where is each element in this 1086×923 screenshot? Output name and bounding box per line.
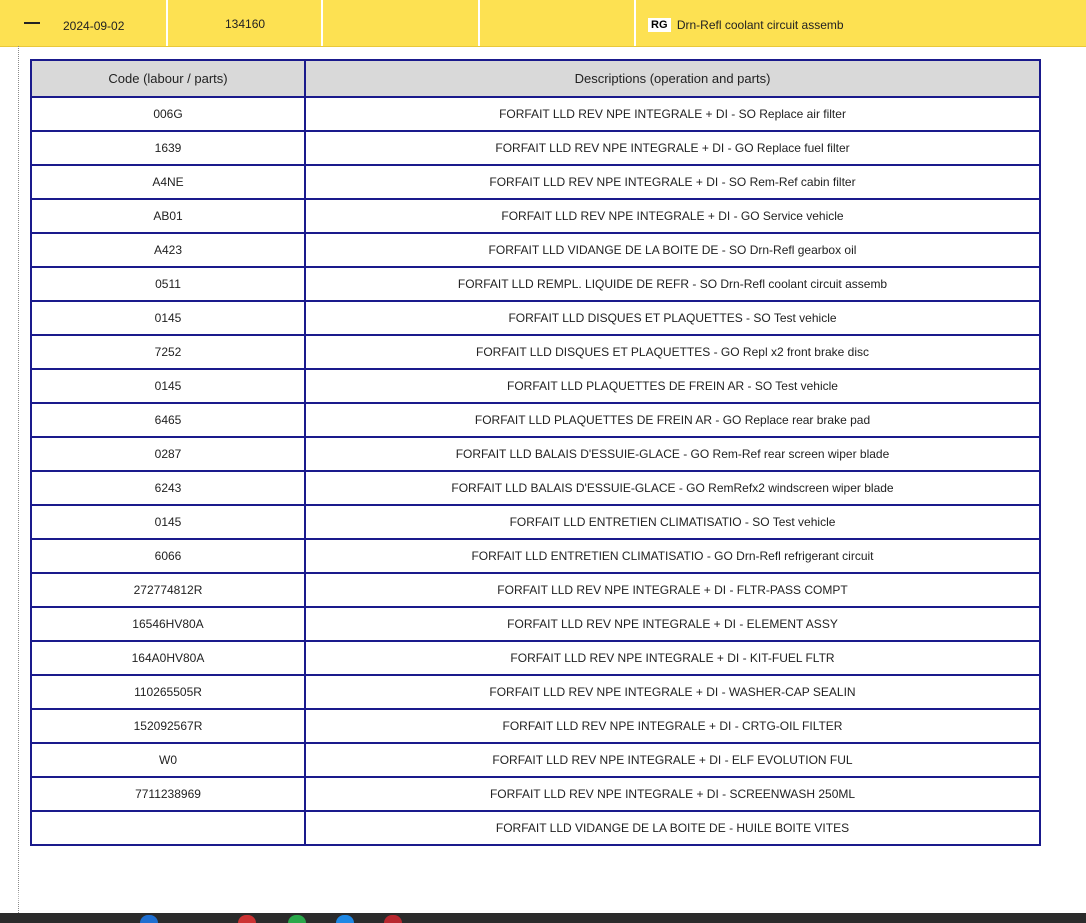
table-row xyxy=(31,505,1040,539)
table-row xyxy=(31,199,1040,233)
row-description: FORFAIT LLD REV NPE INTEGRALE + DI - KIT-FUEL FLTR xyxy=(305,641,1040,675)
table-row xyxy=(31,539,1040,573)
row-description: FORFAIT LLD REV NPE INTEGRALE + DI - GO Service vehicle xyxy=(305,199,1040,233)
table-row xyxy=(31,811,1040,845)
row-code: 6066 xyxy=(31,539,305,573)
row-code: 152092567R xyxy=(31,709,305,743)
table-row xyxy=(31,369,1040,403)
row-description: FORFAIT LLD REV NPE INTEGRALE + DI - ELF EVOLUTION FUL xyxy=(305,743,1040,777)
row-code: 0145 xyxy=(31,301,305,335)
row-description: FORFAIT LLD REMPL. LIQUIDE DE REFR - SO Drn-Refl coolant circuit assemb xyxy=(305,267,1040,301)
table-row xyxy=(31,233,1040,267)
row-description: FORFAIT LLD VIDANGE DE LA BOITE DE - SO Drn-Refl gearbox oil xyxy=(305,233,1040,267)
summary-cell-empty-1 xyxy=(323,0,480,46)
row-code: W0 xyxy=(31,743,305,777)
row-description: FORFAIT LLD ENTRETIEN CLIMATISATIO - GO Drn-Refl refrigerant circuit xyxy=(305,539,1040,573)
row-code: 6465 xyxy=(31,403,305,437)
row-code xyxy=(31,811,305,845)
table-header-row xyxy=(31,60,1040,97)
row-code: A4NE xyxy=(31,165,305,199)
table-row xyxy=(31,471,1040,505)
row-code: 164A0HV80A xyxy=(31,641,305,675)
table-row xyxy=(31,403,1040,437)
row-code: 0145 xyxy=(31,369,305,403)
header-description: Descriptions (operation and parts) xyxy=(305,60,1040,97)
taskbar-app-icon[interactable] xyxy=(140,915,158,923)
row-description: FORFAIT LLD DISQUES ET PLAQUETTES - SO Test vehicle xyxy=(305,301,1040,335)
row-description: FORFAIT LLD ENTRETIEN CLIMATISATIO - SO Test vehicle xyxy=(305,505,1040,539)
taskbar-app-icon[interactable] xyxy=(384,915,402,923)
row-description: FORFAIT LLD PLAQUETTES DE FREIN AR - SO Test vehicle xyxy=(305,369,1040,403)
header-code: Code (labour / parts) xyxy=(31,60,305,97)
summary-cell-empty-2 xyxy=(480,0,636,46)
row-code: 6243 xyxy=(31,471,305,505)
table-row xyxy=(31,777,1040,811)
row-description: FORFAIT LLD REV NPE INTEGRALE + DI - CRTG-OIL FILTER xyxy=(305,709,1040,743)
taskbar-app-icon[interactable] xyxy=(288,915,306,923)
table-row xyxy=(31,641,1040,675)
table-row xyxy=(31,301,1040,335)
table-body xyxy=(31,97,1040,845)
row-code: 7252 xyxy=(31,335,305,369)
table-row xyxy=(31,743,1040,777)
row-description: FORFAIT LLD BALAIS D'ESSUIE-GLACE - GO Rem-Ref rear screen wiper blade xyxy=(305,437,1040,471)
row-description: FORFAIT LLD PLAQUETTES DE FREIN AR - GO Replace rear brake pad xyxy=(305,403,1040,437)
tree-guide-line xyxy=(18,46,19,923)
summary-description: Drn-Refl coolant circuit assemb xyxy=(676,17,844,32)
row-code: 0145 xyxy=(31,505,305,539)
summary-date: 2024-09-02 xyxy=(63,19,125,33)
row-code: 16546HV80A xyxy=(31,607,305,641)
row-description: FORFAIT LLD REV NPE INTEGRALE + DI - SO Rem-Ref cabin filter xyxy=(305,165,1040,199)
rg-badge: RG xyxy=(648,18,671,32)
summary-cell-date xyxy=(0,0,168,46)
summary-reference: 134160 xyxy=(225,17,266,31)
table-row xyxy=(31,437,1040,471)
row-code: A423 xyxy=(31,233,305,267)
collapse-button[interactable] xyxy=(18,12,46,34)
taskbar-app-icon[interactable] xyxy=(238,915,256,923)
row-description: FORFAIT LLD BALAIS D'ESSUIE-GLACE - GO RemRefx2 windscreen wiper blade xyxy=(305,471,1040,505)
table-row xyxy=(31,165,1040,199)
taskbar-strip xyxy=(0,913,1086,923)
row-code: AB01 xyxy=(31,199,305,233)
row-code: 1639 xyxy=(31,131,305,165)
row-code: 110265505R xyxy=(31,675,305,709)
row-description: FORFAIT LLD REV NPE INTEGRALE + DI - GO Replace fuel filter xyxy=(305,131,1040,165)
row-description: FORFAIT LLD VIDANGE DE LA BOITE DE - HUILE BOITE VITES xyxy=(305,811,1040,845)
row-description: FORFAIT LLD REV NPE INTEGRALE + DI - ELEMENT ASSY xyxy=(305,607,1040,641)
minus-icon xyxy=(24,22,40,24)
table-row xyxy=(31,335,1040,369)
table-row xyxy=(31,97,1040,131)
table-row xyxy=(31,607,1040,641)
table-row xyxy=(31,675,1040,709)
summary-cell-reference xyxy=(168,0,323,46)
row-code: 272774812R xyxy=(31,573,305,607)
row-description: FORFAIT LLD DISQUES ET PLAQUETTES - GO Repl x2 front brake disc xyxy=(305,335,1040,369)
row-code: 0511 xyxy=(31,267,305,301)
summary-cell-description xyxy=(636,0,1086,46)
row-description: FORFAIT LLD REV NPE INTEGRALE + DI - SO Replace air filter xyxy=(305,97,1040,131)
row-code: 006G xyxy=(31,97,305,131)
row-code: 7711238969 xyxy=(31,777,305,811)
summary-row[interactable] xyxy=(0,0,1086,47)
row-code: 0287 xyxy=(31,437,305,471)
table-row xyxy=(31,573,1040,607)
watermark: Autovit.ro xyxy=(4,878,137,908)
row-description: FORFAIT LLD REV NPE INTEGRALE + DI - FLTR-PASS COMPT xyxy=(305,573,1040,607)
table-row xyxy=(31,709,1040,743)
row-description: FORFAIT LLD REV NPE INTEGRALE + DI - SCREENWASH 250ML xyxy=(305,777,1040,811)
table-row xyxy=(31,131,1040,165)
operations-table xyxy=(30,59,1041,846)
row-description: FORFAIT LLD REV NPE INTEGRALE + DI - WASHER-CAP SEALIN xyxy=(305,675,1040,709)
taskbar-app-icon[interactable] xyxy=(336,915,354,923)
table-row xyxy=(31,267,1040,301)
